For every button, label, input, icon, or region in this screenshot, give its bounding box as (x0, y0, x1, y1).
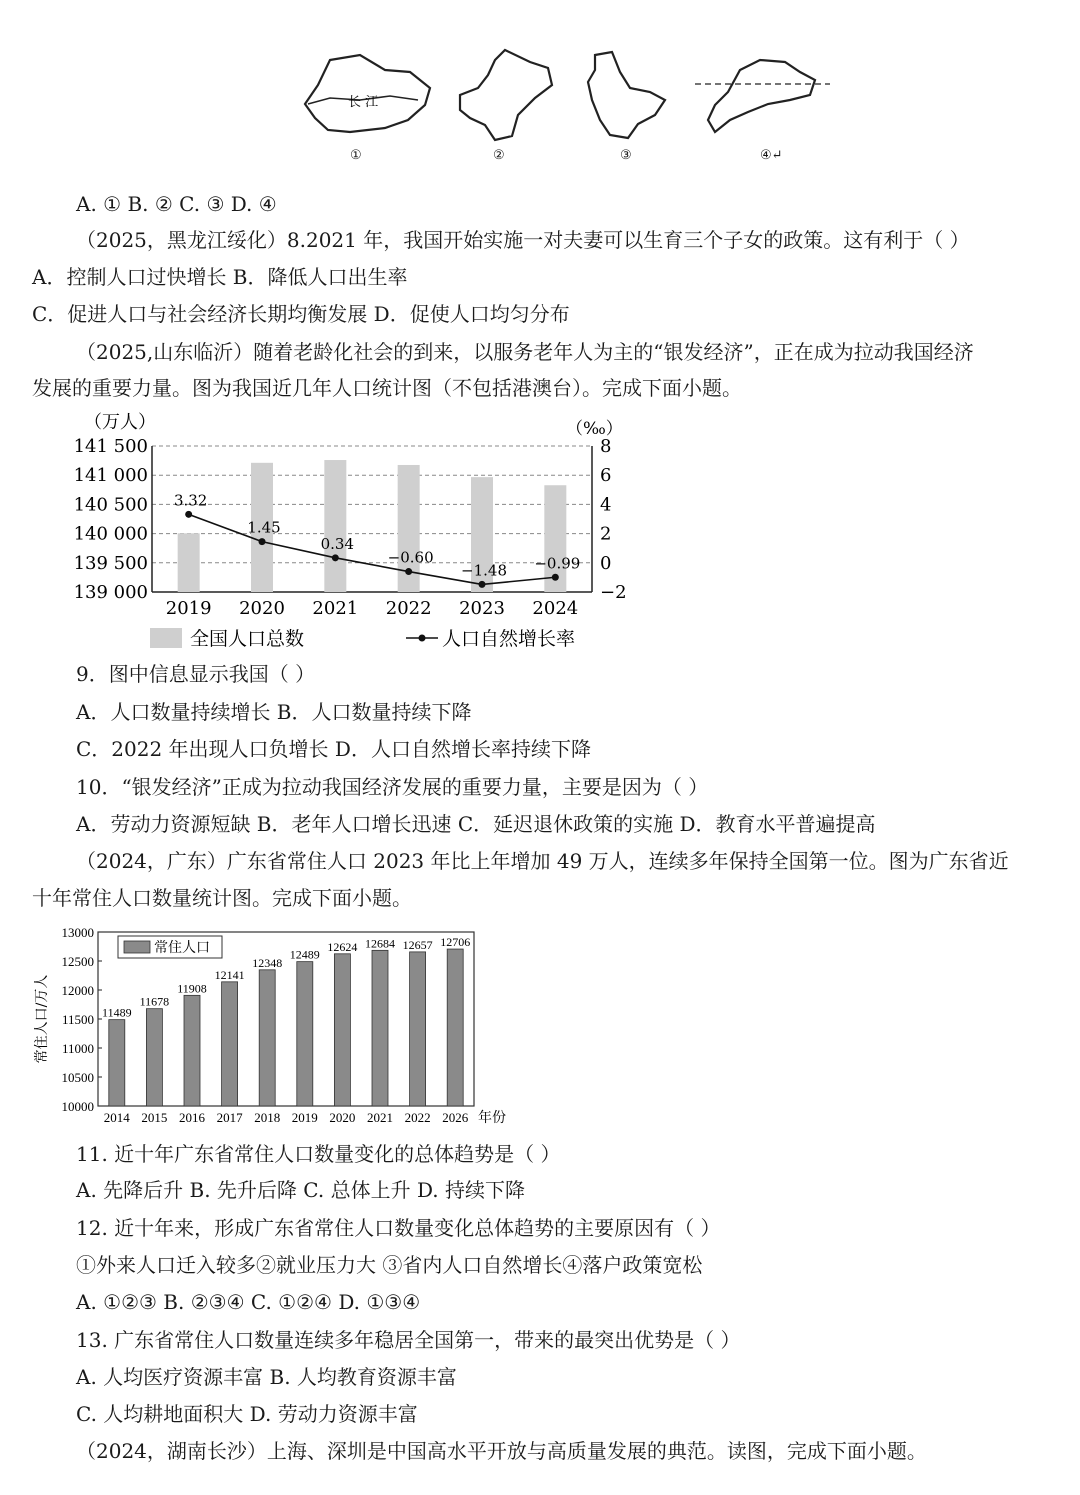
chart1-right-tick: 2 (600, 523, 612, 545)
chart2-legend-label: 常住人口 (154, 940, 210, 956)
chart1-left-unit: （万人） (84, 412, 156, 433)
chart2-x-label: 2019 (291, 1110, 318, 1125)
population-chart-national (70, 408, 630, 664)
q13-options-cd: C. 人均耕地面积大 D. 劳动力资源丰富 (76, 1402, 418, 1426)
q12-options: A. ①②③ B. ②③④ C. ①②④ D. ①③④ (76, 1290, 421, 1314)
chart2-svg (28, 918, 518, 1130)
chart2-value-label: 12657 (402, 937, 433, 952)
q11-stem: 11. 近十年广东省常住人口数量变化的总体趋势是（ ） (76, 1142, 561, 1166)
chart2-value-label: 12489 (289, 947, 320, 962)
chart2-bar-2014 (109, 1020, 125, 1106)
province-outlines (290, 40, 830, 170)
chart1-left-tick: 141 500 (73, 436, 148, 457)
chart1-rate-label: −0.60 (387, 548, 434, 567)
map-1-river-label: 长 江 (348, 95, 379, 110)
chart1-left-tick: 140 000 (73, 523, 148, 545)
chart1-rate-label: −1.48 (461, 561, 507, 580)
q8-stem: （2025，黑龙江绥化）8.2021 年，我国开始实施一对夫妻可以生育三个子女的政策。这有利于（ ） (76, 228, 970, 252)
map-4-outline (708, 60, 815, 132)
chart2-bar-2017 (222, 982, 238, 1106)
chart2-value-label: 12684 (365, 936, 395, 951)
map-label-1: ① (350, 148, 362, 163)
q11-options: A. 先降后升 B. 先升后降 C. 总体上升 D. 持续下降 (76, 1178, 525, 1202)
map-label-3: ③ (620, 148, 632, 163)
chart1-rate-point (259, 538, 266, 545)
map-label-2: ② (493, 148, 505, 163)
chart1-legend-line-dot (419, 635, 426, 642)
chart1-rate-point (185, 511, 192, 518)
chart1-legend-line-label: 人口自然增长率 (442, 628, 576, 650)
chart1-left-tick: 141 000 (73, 465, 148, 487)
map-question-options: A. ① B. ② C. ③ D. ④ (76, 192, 277, 216)
chart2-y-tick: 10000 (61, 1099, 94, 1114)
chart1-rate-label: 3.32 (173, 491, 208, 510)
chart1-rate-point (479, 581, 486, 588)
province-maps (290, 40, 830, 170)
q10-stem: 10．“银发经济”正成为拉动我国经济发展的重要力量，主要是因为（ ） (76, 775, 709, 799)
q13-stem: 13. 广东省常住人口数量连续多年稳居全国第一，带来的最突出优势是（ ） (76, 1328, 741, 1352)
chart2-value-label: 11678 (139, 994, 170, 1009)
chart1-x-label: 2023 (459, 598, 505, 619)
chart2-y-tick: 10500 (61, 1070, 94, 1085)
chart1-rate-label: 1.45 (247, 518, 281, 537)
q8-options-ab: A．控制人口过快增长 B．降低人口出生率 (32, 265, 408, 289)
q10-options: A．劳动力资源短缺 B．老年人口增长迅速 C．延迟退休政策的实施 D．教育水平普遍提高 (76, 812, 876, 836)
chart2-legend-swatch (124, 941, 150, 953)
chart1-rate-point (552, 574, 559, 581)
q12-items: ①外来人口迁入较多②就业压力大 ③省内人口自然增长④落户政策宽松 (76, 1253, 703, 1277)
chart1-rate-label: −0.99 (534, 554, 581, 573)
chart2-x-label: 2014 (103, 1110, 130, 1125)
chart1-right-tick: 8 (600, 436, 612, 457)
map-3-outline (588, 52, 665, 138)
chart1-left-tick: 139 500 (73, 552, 148, 574)
chart1-left-tick: 140 500 (73, 494, 148, 516)
chart2-value-label: 12348 (252, 955, 283, 970)
chart1-rate-point (405, 568, 412, 575)
chart1-rate-label: 0.34 (320, 534, 355, 553)
chart1-bar-2021 (324, 460, 346, 592)
chart2-x-label: 2015 (141, 1110, 168, 1125)
chart2-bar-2022 (410, 952, 426, 1106)
chart1-right-tick: −2 (600, 582, 627, 603)
q9-options-cd: C．2022 年出现人口负增长 D．人口自然增长率持续下降 (76, 737, 591, 761)
q12-stem: 12. 近十年来，形成广东省常住人口数量变化总体趋势的主要原因有（ ） (76, 1216, 721, 1240)
chart1-x-label: 2024 (532, 598, 579, 619)
chart2-x-label: 2016 (179, 1110, 205, 1125)
map-1-outline (305, 55, 430, 132)
chart2-x-label: 2020 (329, 1110, 356, 1125)
chart2-x-label: 2018 (254, 1110, 281, 1125)
chart1-x-label: 2019 (165, 598, 212, 619)
chart2-bar-2021 (372, 950, 388, 1106)
chart1-x-label: 2020 (239, 598, 285, 619)
chart2-x-label: 2026 (442, 1110, 469, 1125)
chart1-x-label: 2021 (312, 598, 359, 619)
chart1-right-tick: 4 (600, 494, 612, 516)
chart2-bar-2016 (184, 995, 200, 1106)
map-label-4: ④↵ (760, 148, 783, 163)
q9-stem: 9．图中信息显示我国（ ） (76, 662, 316, 686)
q9-options-ab: A．人口数量持续增长 B．人口数量持续下降 (76, 700, 472, 724)
intro2-line1: （2024，广东）广东省常住人口 2023 年比上年增加 49 万人，连续多年保持全国第一位。图为广东省近 (76, 849, 1009, 873)
intro2-line2: 十年常住人口数量统计图。完成下面小题。 (32, 886, 412, 910)
chart1-left-tick: 139 000 (73, 582, 148, 603)
chart1-right-unit: （‰） (566, 419, 623, 439)
chart2-y-tick: 12000 (61, 983, 94, 998)
intro1-line2: 发展的重要力量。图为我国近几年人口统计图（不包括港澳台）。完成下面小题。 (32, 376, 742, 400)
chart2-value-label: 12706 (440, 935, 471, 950)
chart2-y-axis-title: 常住人口/万人 (34, 974, 50, 1064)
chart1-right-tick: 0 (600, 552, 612, 574)
population-chart-guangdong (28, 918, 518, 1130)
chart2-bar-2019 (297, 962, 313, 1106)
chart2-y-tick: 13000 (61, 925, 94, 940)
map-2-outline (460, 50, 552, 140)
chart1-legend-bar-swatch (150, 628, 182, 648)
chart2-x-label: 2021 (367, 1110, 393, 1125)
chart2-bar-2020 (334, 954, 350, 1106)
q13-options-ab: A. 人均医疗资源丰富 B. 人均教育资源丰富 (76, 1365, 457, 1389)
chart1-x-label: 2022 (385, 598, 432, 619)
chart1-right-tick: 6 (600, 465, 612, 487)
chart2-y-tick: 11000 (61, 1041, 94, 1056)
chart1-rate-point (332, 554, 339, 561)
chart1-bar-2019 (178, 533, 200, 592)
chart2-x-label: 2017 (216, 1110, 243, 1125)
q8-options-cd: C．促进人口与社会经济长期均衡发展 D．促使人口均匀分布 (32, 302, 570, 326)
chart2-y-tick: 12500 (61, 954, 94, 969)
chart2-bar-2026 (447, 949, 463, 1106)
chart2-x-axis-title: 年份 (478, 1110, 506, 1126)
intro1-line1: （2025,山东临沂）随着老龄化社会的到来，以服务老年人为主的“银发经济”，正在成为拉动我国经济 (76, 340, 974, 364)
intro3: （2024，湖南长沙）上海、深圳是中国高水平开放与高质量发展的典范。读图，完成下面小题。 (76, 1439, 927, 1463)
chart2-y-tick: 11500 (61, 1012, 94, 1027)
chart2-bar-2015 (146, 1009, 162, 1106)
chart2-value-label: 11489 (102, 1005, 132, 1020)
chart2-bar-2018 (259, 970, 275, 1106)
chart2-value-label: 11908 (177, 981, 207, 996)
chart1-legend-bar-label: 全国人口总数 (190, 628, 305, 650)
chart2-value-label: 12624 (327, 939, 358, 954)
chart1-svg (70, 408, 630, 664)
chart2-x-label: 2022 (404, 1110, 431, 1125)
chart2-value-label: 12141 (214, 967, 245, 982)
